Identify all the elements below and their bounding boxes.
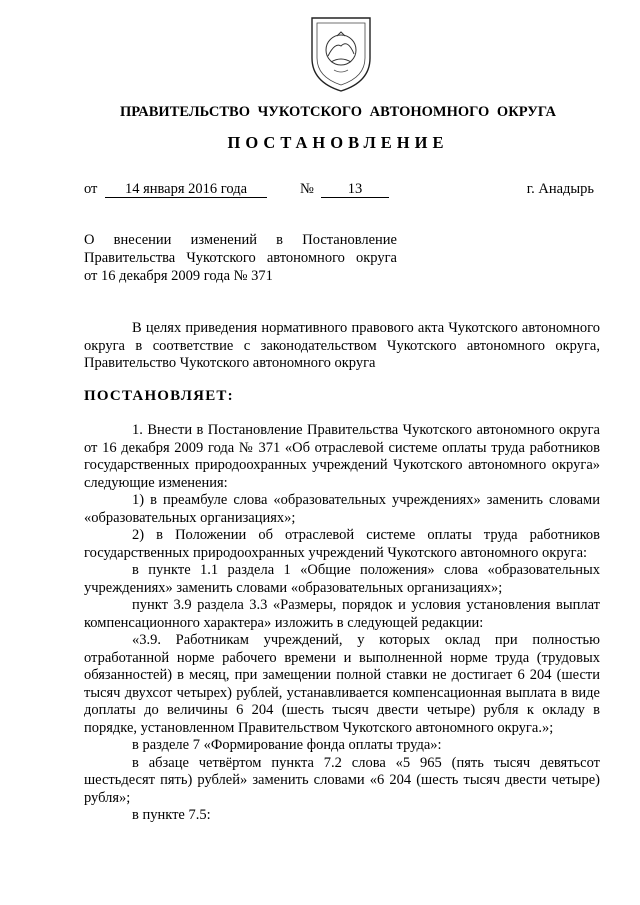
dateline — [0, 181, 640, 201]
date-prefix: от — [84, 181, 98, 197]
paragraph: в пункте 7.5: — [132, 807, 211, 823]
document-subject — [84, 231, 397, 285]
preamble: В целях приведения нормативного правового акта Чукотского автономного округа в соответствие с законодательством Чукотского автономного округа, Правительство Чукотского автономного округа — [84, 320, 600, 371]
paragraph: в абзаце четвёртом пункта 7.2 слова «5 965 (пять тысяч девятьсот шестьдесят пять) рублей» заменить словами «6 204 (шесть тысяч двести четыре) рубля»; — [84, 754, 600, 806]
paragraph: 2) в Положении об отраслевой системе оплаты труда работников государственных природоохранных учреждений Чукотского автономного округа: — [84, 527, 600, 561]
paragraph: пункт 3.9 раздела 3.3 «Размеры, порядок и условия установления выплат компенсационного характера» изложить в следующей редакции: — [84, 597, 600, 631]
document-type: ПОСТАНОВЛЕНИЕ — [227, 133, 449, 152]
subject-line: Правительства Чукотского автономного округа — [84, 250, 397, 266]
document-city: г. Анадырь — [526, 181, 594, 197]
paragraph: 1. Внести в Постановление Правительства Чукотского автономного округа от 16 декабря 2009 года № 371 «Об отраслевой системе оплаты труда работников государственных природоохранных учреждений Чукотского автономного округа» следующие изменения: — [84, 422, 600, 491]
document-date: 14 января 2016 года — [105, 181, 267, 198]
paragraph: «3.9. Работникам учреждений, у которых оклад при полностью отработанной норме рабочего времени и выполненной норме труда (трудовых обязанностей) в месяц, при замещении полной ставки не достигает 6 204 (шести тысяч двухсот четырех) рублей, устанавливается компенсационная выплата в виде доплаты до величины 6 204 (шесть тысяч двести четыре) рубля к окладу в порядке, установленном Правительством Чукотского автономного округа.»; — [84, 632, 600, 736]
coat-of-arms-icon — [304, 12, 378, 94]
number-sign: № — [300, 181, 314, 197]
paragraph: в пункте 1.1 раздела 1 «Общие положения» слова «образовательных учреждениях» заменить словами «образовательных организациях»; — [84, 562, 600, 596]
subject-line: от 16 декабря 2009 года № 371 — [84, 268, 273, 284]
document-number: 13 — [321, 181, 389, 198]
paragraph: в разделе 7 «Формирование фонда оплаты труда»: — [132, 737, 442, 753]
government-title: ПРАВИТЕЛЬСТВО ЧУКОТСКОГО АВТОНОМНОГО ОКРУГА — [120, 104, 556, 120]
paragraph: 1) в преамбуле слова «образовательных учреждениях» заменить словами «образовательных организациях»; — [84, 492, 600, 526]
subject-line: О внесении изменений в Постановление — [84, 232, 397, 248]
document-body — [84, 422, 600, 825]
resolves-heading: ПОСТАНОВЛЯЕТ: — [84, 388, 234, 404]
